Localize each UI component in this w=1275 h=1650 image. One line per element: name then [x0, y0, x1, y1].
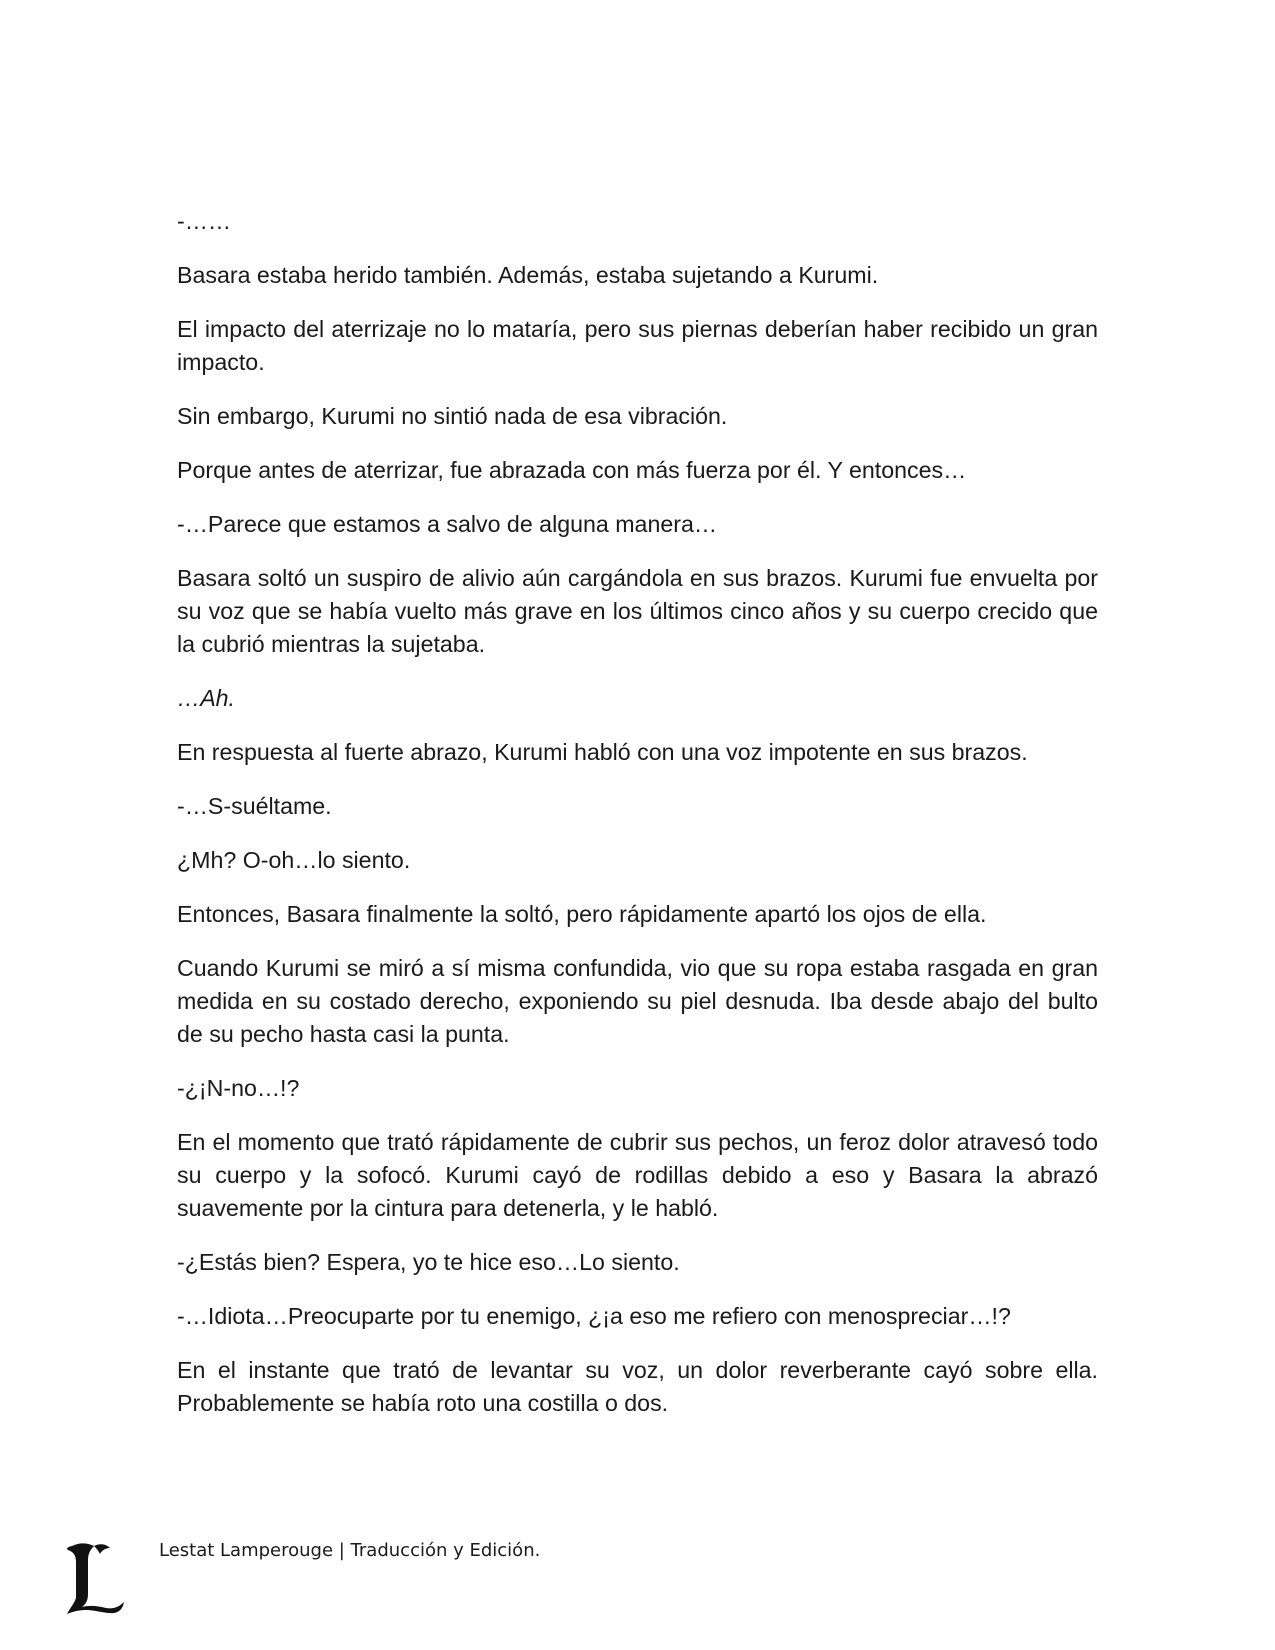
- paragraph-7: Basara soltó un suspiro de alivio aún cargándola en sus brazos. Kurumi fue envuelta por su voz que se había vuelto más grave en los últimos cinco años y su cuerpo crecido que la cubrió mientras la sujetaba.: [177, 565, 1098, 657]
- paragraph-13: Cuando Kurumi se miró a sí misma confundida, vio que su ropa estaba rasgada en gran medida en su costado derecho, exponiendo su piel desnuda. Iba desde abajo del bulto de su pecho hasta casi la punta.: [177, 955, 1098, 1047]
- paragraph-1: -……: [177, 208, 232, 234]
- paragraph-2: Basara estaba herido también. Además, estaba sujetando a Kurumi.: [177, 262, 879, 288]
- page-footer: [64, 1540, 764, 1620]
- paragraph-11: ¿Mh? O-oh…lo siento.: [177, 847, 411, 873]
- paragraph-4: Sin embargo, Kurumi no sintió nada de esa vibración.: [177, 403, 728, 429]
- paragraph-14: -¿¡N-no…!?: [177, 1075, 300, 1101]
- document-body: [177, 205, 1098, 1441]
- paragraph-12: Entonces, Basara finalmente la soltó, pero rápidamente apartó los ojos de ella.: [177, 901, 987, 927]
- paragraph-8: …Ah.: [177, 685, 235, 711]
- paragraph-6: -…Parece que estamos a salvo de alguna manera…: [177, 511, 718, 537]
- paragraph-5: Porque antes de aterrizar, fue abrazada con más fuerza por él. Y entonces…: [177, 457, 967, 483]
- paragraph-10: -…S-suéltame.: [177, 793, 332, 819]
- paragraph-18: En el instante que trató de levantar su voz, un dolor reverberante cayó sobre ella. Probablemente se había roto una costilla o dos.: [177, 1357, 1098, 1416]
- gothic-l-logo: [64, 1540, 126, 1614]
- paragraph-15: En el momento que trató rápidamente de cubrir sus pechos, un feroz dolor atravesó todo su cuerpo y la sofocó. Kurumi cayó de rodillas debido a eso y Basara la abrazó suavemente por la cintura para detenerla, y le habló.: [177, 1129, 1098, 1221]
- paragraph-17: -…Idiota…Preocuparte por tu enemigo, ¿¡a eso me refiero con menospreciar…!?: [177, 1303, 1011, 1329]
- paragraph-3: El impacto del aterrizaje no lo mataría, pero sus piernas deberían haber recibido un gran impacto.: [177, 316, 1098, 375]
- paragraph-16: -¿Estás bien? Espera, yo te hice eso…Lo siento.: [177, 1249, 680, 1275]
- translator-credit: Lestat Lamperouge | Traducción y Edición.: [159, 1540, 541, 1561]
- paragraph-9: En respuesta al fuerte abrazo, Kurumi habló con una voz impotente en sus brazos.: [177, 739, 1028, 765]
